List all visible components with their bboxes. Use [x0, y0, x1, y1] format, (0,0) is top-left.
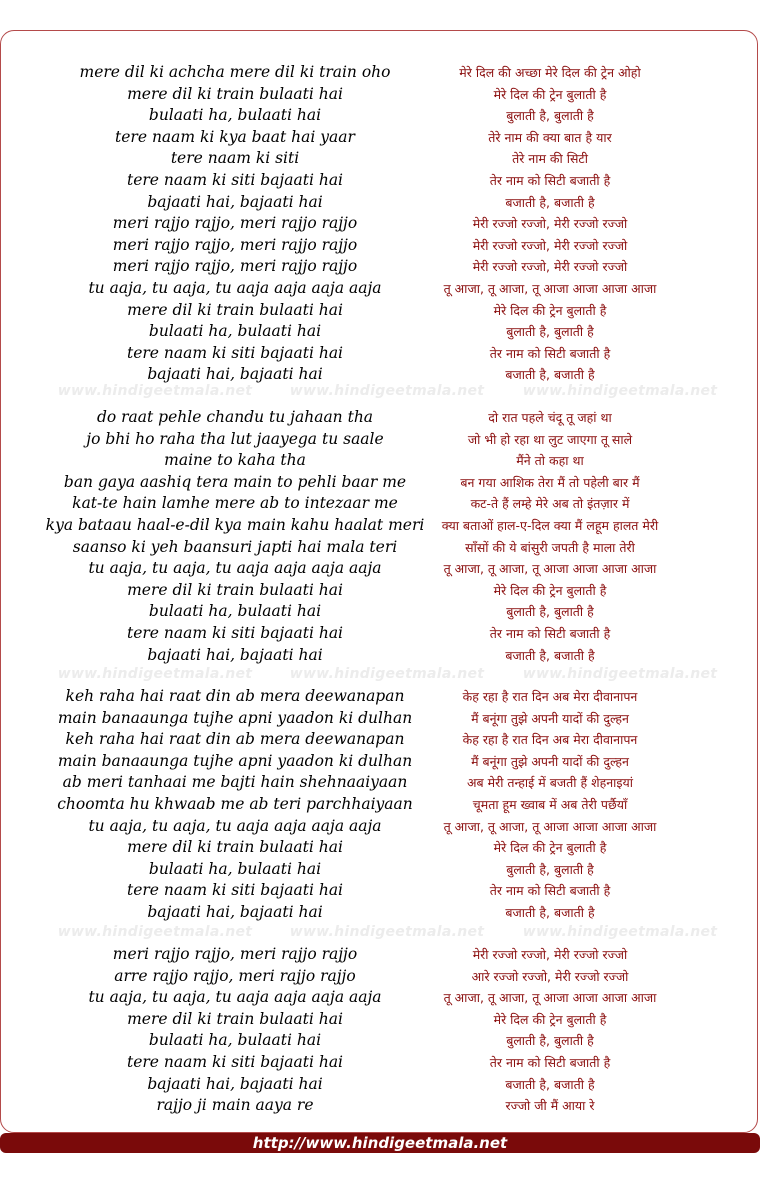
stanza-4 [0, 944, 760, 1117]
lyric-hindi: बुलाती है, बुलाती है [506, 108, 594, 124]
stanza-3 [0, 686, 760, 924]
lyric-english: maine to kaha tha [164, 451, 306, 470]
lyric-line [0, 62, 760, 84]
lyric-line [0, 105, 760, 127]
lyric-english: bajaati hai, bajaati hai [147, 192, 323, 211]
lyric-hindi: मेरी रज्जो रज्जो, मेरी रज्जो रज्जो [472, 216, 628, 232]
lyric-hindi: जो भी हो रहा था लुट जाएगा तू साले [467, 431, 633, 447]
lyric-line [0, 601, 760, 623]
lyric-hindi: मैं बनूंगा तुझे अपनी यादों की दुल्हन [471, 710, 629, 726]
footer-url-bar[interactable] [0, 1133, 760, 1153]
lyric-hindi: तेरे नाम की सिटी [512, 151, 588, 167]
lyric-line [0, 558, 760, 580]
lyric-hindi: बजाती है, बजाती है [505, 367, 595, 383]
watermark-row [0, 383, 760, 403]
lyric-english: bulaati ha, bulaati hai [148, 859, 322, 878]
lyric-english: meri rajjo rajjo, meri rajjo rajjo [112, 235, 358, 254]
lyric-english: mere dil ki train bulaati hai [127, 300, 343, 319]
lyric-english: tu aaja, tu aaja, tu aaja aaja aaja aaja [88, 559, 382, 578]
lyric-line [0, 235, 760, 257]
lyric-hindi: केह रहा है रात दिन अब मेरा दीवानापन [462, 732, 638, 748]
lyric-english: keh raha hai raat din ab mera deewanapan [65, 730, 405, 749]
lyric-english: tu aaja, tu aaja, tu aaja aaja aaja aaja [88, 816, 382, 835]
lyric-english: ban gaya aashiq tera main to pehli baar me [63, 472, 407, 491]
lyric-line [0, 1030, 760, 1052]
lyric-hindi: क्या बताओं हाल-ए-दिल क्या मैं लहूम हालत मेरी [441, 517, 659, 533]
lyric-hindi: रज्जो जी मैं आया रे [505, 1098, 595, 1114]
lyric-english: meri rajjo rajjo, meri rajjo rajjo [112, 214, 358, 233]
lyric-hindi: चूमता हूम ख्वाब में अब तेरी पर्छैयाँ [472, 796, 628, 812]
lyric-line [0, 1095, 760, 1117]
watermark-text: www.hindigeetmala.net [289, 666, 485, 682]
lyric-line [0, 772, 760, 794]
lyric-hindi: मेरे दिल की ट्रेन बुलाती है [493, 840, 607, 856]
lyric-hindi: तेर नाम को सिटी बजाती है [489, 172, 611, 188]
lyric-line [0, 1052, 760, 1074]
lyric-hindi: मेरी रज्जो रज्जो, मेरी रज्जो रज्जो [472, 259, 628, 275]
lyric-hindi: मेरे दिल की ट्रेन बुलाती है [493, 86, 607, 102]
lyric-hindi: बुलाती है, बुलाती है [506, 1033, 594, 1049]
lyric-line [0, 321, 760, 343]
lyric-hindi: बजाती है, बजाती है [505, 1076, 595, 1092]
lyric-english: tu aaja, tu aaja, tu aaja aaja aaja aaja [88, 278, 382, 297]
lyric-hindi: तू आजा, तू आजा, तू आजा आजा आजा आजा [443, 280, 657, 296]
lyric-hindi: मैंने तो कहा था [516, 453, 584, 469]
lyric-line [0, 213, 760, 235]
stanza-2 [0, 407, 760, 666]
lyric-hindi: मेरी रज्जो रज्जो, मेरी रज्जो रज्जो [472, 237, 628, 253]
lyric-hindi: तेर नाम को सिटी बजाती है [489, 625, 611, 641]
lyric-english: tere naam ki siti [170, 149, 300, 168]
lyric-english: mere dil ki train bulaati hai [127, 84, 343, 103]
lyric-line [0, 515, 760, 537]
lyric-line [0, 987, 760, 1009]
stanza-1 [0, 62, 760, 386]
lyric-line [0, 708, 760, 730]
lyric-hindi: तेर नाम को सिटी बजाती है [489, 883, 611, 899]
lyric-hindi: बन गया आशिक तेरा मैं तो पहेली बार मैं [460, 474, 640, 490]
lyric-line [0, 429, 760, 451]
lyric-hindi: दो रात पहले चंदू तू जहां था [488, 410, 612, 425]
lyric-line [0, 902, 760, 924]
lyric-english: rajjo ji main aaya re [156, 1096, 314, 1115]
lyric-line [0, 170, 760, 192]
lyric-english: kat-te hain lamhe mere ab to intezaar me [72, 494, 398, 513]
lyric-line [0, 450, 760, 472]
lyric-english: meri rajjo rajjo, meri rajjo rajjo [112, 257, 358, 276]
lyric-line [0, 580, 760, 602]
lyric-line [0, 816, 760, 838]
lyric-english: bulaati ha, bulaati hai [148, 106, 322, 125]
lyric-hindi: तेर नाम को सिटी बजाती है [489, 345, 611, 361]
lyric-hindi: मेरे दिल की अच्छा मेरे दिल की ट्रेन ओहो [459, 65, 641, 80]
watermark-text: www.hindigeetmala.net [522, 383, 718, 399]
lyric-english: tere naam ki siti bajaati hai [126, 343, 344, 362]
lyric-hindi: बजाती है, बजाती है [505, 904, 595, 920]
lyric-line [0, 493, 760, 515]
lyric-line [0, 192, 760, 214]
lyric-line [0, 751, 760, 773]
lyric-hindi: बजाती है, बजाती है [505, 194, 595, 210]
lyric-hindi: बुलाती है, बुलाती है [506, 604, 594, 620]
lyric-english: bulaati ha, bulaati hai [148, 1031, 322, 1050]
lyric-line [0, 472, 760, 494]
watermark-text: www.hindigeetmala.net [522, 666, 718, 682]
lyric-english: bajaati hai, bajaati hai [147, 365, 323, 384]
lyric-line [0, 537, 760, 559]
lyric-english: bajaati hai, bajaati hai [147, 1074, 323, 1093]
lyric-english: bulaati ha, bulaati hai [148, 602, 322, 621]
lyric-line [0, 148, 760, 170]
lyric-line [0, 84, 760, 106]
lyric-hindi: मेरे दिल की ट्रेन बुलाती है [493, 302, 607, 318]
lyric-english: tu aaja, tu aaja, tu aaja aaja aaja aaja [88, 988, 382, 1007]
lyric-english: tere naam ki siti bajaati hai [126, 170, 344, 189]
lyric-english: meri rajjo rajjo, meri rajjo rajjo [112, 945, 358, 963]
lyric-line [0, 1009, 760, 1031]
lyric-english: bulaati ha, bulaati hai [148, 322, 322, 341]
lyric-line [0, 623, 760, 645]
lyric-line [0, 966, 760, 988]
lyric-hindi: बुलाती है, बुलाती है [506, 861, 594, 877]
lyric-hindi: अब मेरी तन्हाई में बजती हैं शेहनाइयां [466, 775, 634, 791]
lyric-english: tere naam ki kya baat hai yaar [115, 127, 355, 146]
lyric-hindi: बुलाती है, बुलाती है [506, 324, 594, 340]
footer-url[interactable]: http://www.hindigeetmala.net [252, 1134, 508, 1152]
lyric-line [0, 880, 760, 902]
lyric-english: main banaaunga tujhe apni yaadon ki dulhan [57, 708, 413, 727]
lyric-english: mere dil ki train bulaati hai [127, 1009, 343, 1028]
lyric-english: mere dil ki train bulaati hai [127, 580, 343, 599]
lyric-english: tere naam ki siti bajaati hai [126, 881, 344, 900]
watermark-text: www.hindigeetmala.net [57, 666, 253, 682]
lyric-english: kya bataau haal-e-dil kya main kahu haalat meri [45, 515, 425, 534]
watermark-row [0, 666, 760, 686]
lyric-hindi: बजाती है, बजाती है [505, 647, 595, 663]
lyric-line [0, 407, 760, 429]
lyric-hindi: मैं बनूंगा तुझे अपनी यादों की दुल्हन [471, 753, 629, 769]
lyric-line [0, 256, 760, 278]
lyric-english: saanso ki yeh baansuri japti hai mala teri [72, 537, 398, 556]
lyric-hindi: आरे रज्जो रज्जो, मेरी रज्जो रज्जो [471, 968, 629, 984]
lyric-hindi: साँसों की ये बांसुरी जपती है माला तेरी [465, 539, 635, 555]
lyric-hindi: तू आजा, तू आजा, तू आजा आजा आजा आजा [443, 818, 657, 834]
watermark-text: www.hindigeetmala.net [289, 383, 485, 399]
lyric-line [0, 794, 760, 816]
lyric-english: mere dil ki train bulaati hai [127, 838, 343, 857]
lyric-english: bajaati hai, bajaati hai [147, 902, 323, 921]
lyric-hindi: तू आजा, तू आजा, तू आजा आजा आजा आजा [443, 990, 657, 1006]
lyric-english: bajaati hai, bajaati hai [147, 645, 323, 664]
lyric-hindi: मेरे दिल की ट्रेन बुलाती है [493, 1011, 607, 1027]
lyric-english: do raat pehle chandu tu jahaan tha [96, 408, 374, 426]
lyric-line [0, 343, 760, 365]
lyric-hindi: तेर नाम को सिटी बजाती है [489, 1054, 611, 1070]
lyric-english: mere dil ki achcha mere dil ki train oho [79, 63, 391, 81]
lyric-english: tere naam ki siti bajaati hai [126, 623, 344, 642]
lyric-english: keh raha hai raat din ab mera deewanapan [65, 687, 405, 705]
lyric-english: ab meri tanhaai me bajti hain shehnaaiyaan [62, 773, 408, 792]
lyric-line [0, 859, 760, 881]
watermark-row [0, 924, 760, 944]
lyric-english: choomta hu khwaab me ab teri parchhaiyaan [57, 794, 413, 813]
lyric-hindi: मेरे दिल की ट्रेन बुलाती है [493, 582, 607, 598]
lyric-line [0, 1074, 760, 1096]
lyric-line [0, 645, 760, 667]
lyric-line [0, 278, 760, 300]
lyric-line [0, 837, 760, 859]
lyric-hindi: तू आजा, तू आजा, तू आजा आजा आजा आजा [443, 561, 657, 577]
lyric-line [0, 944, 760, 966]
lyric-hindi: कट-ते हैं लम्हे मेरे अब तो इंतज़ार में [470, 496, 630, 512]
lyric-line [0, 729, 760, 751]
lyric-english: jo bhi ho raha tha lut jaayega tu saale [86, 429, 384, 448]
watermark-text: www.hindigeetmala.net [289, 924, 485, 940]
lyric-line [0, 127, 760, 149]
watermark-text: www.hindigeetmala.net [57, 924, 253, 940]
watermark-text: www.hindigeetmala.net [57, 383, 253, 399]
lyric-hindi: मेरी रज्जो रज्जो, मेरी रज्जो रज्जो [472, 947, 628, 962]
lyric-english: arre rajjo rajjo, meri rajjo rajjo [114, 966, 356, 985]
lyric-line [0, 300, 760, 322]
lyric-hindi: केह रहा है रात दिन अब मेरा दीवानापन [462, 689, 638, 704]
lyric-english: tere naam ki siti bajaati hai [126, 1052, 344, 1071]
lyric-line [0, 686, 760, 708]
watermark-text: www.hindigeetmala.net [522, 924, 718, 940]
lyric-english: main banaaunga tujhe apni yaadon ki dulhan [57, 751, 413, 770]
lyric-hindi: तेरे नाम की क्या बात है यार [488, 129, 612, 145]
